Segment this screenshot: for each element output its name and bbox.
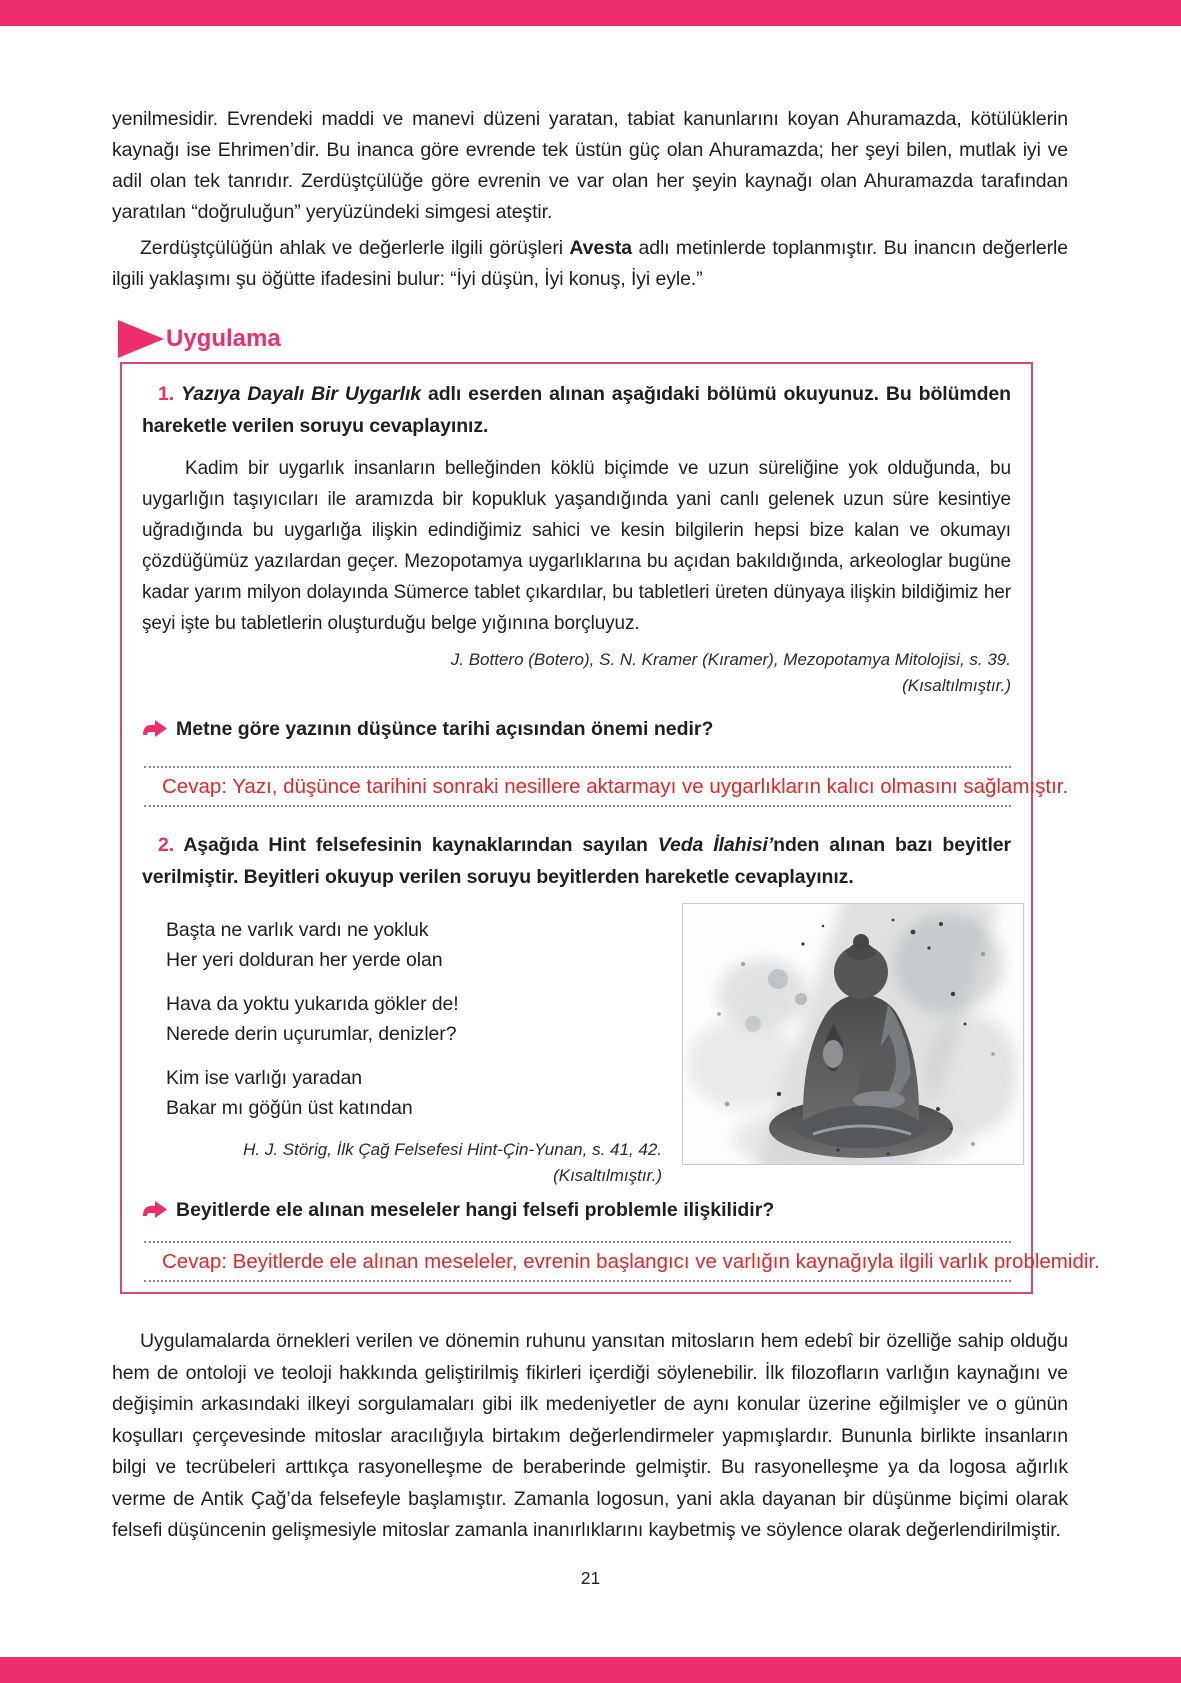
- buddha-image: [682, 903, 1024, 1165]
- citation-line: (Kısaltılmıştır.): [553, 1166, 662, 1185]
- paragraph-text: adlı metinlerde toplanmıştır. Bu inancın değerlerle ilgili yaklaşımı şu öğütte ifadesini bulur: “İyi düşün, İyi konuş, İyi eyle.”: [112, 237, 1068, 290]
- bottom-color-band: [0, 1657, 1181, 1683]
- exercise2-heading-text: nden alınan bazı beyitler verilmiştir. Beyitleri okuyup verilen soruyu beyitlerden hareketle cevaplayınız.: [142, 834, 1011, 888]
- figure-column: [682, 903, 1024, 1189]
- exercise2-number: 2.: [158, 834, 175, 856]
- exercise1-answer-text: Cevap: Yazı, düşünce tarihini sonraki nesillere aktarmayı ve uygarlıkların kalıcı olmasını sağlamıştır.: [162, 775, 1069, 798]
- exercise1-heading: [142, 378, 1011, 442]
- verse-line: Hava da yoktu yukarıda gökler de!: [166, 993, 459, 1015]
- verses-and-image-row: [142, 903, 1011, 1189]
- uygulama-title: Uygulama: [166, 325, 281, 352]
- triangle-arrow-icon: [118, 320, 164, 358]
- question-text: Metne göre yazının düşünce tarihi açısından önemi nedir?: [176, 718, 714, 740]
- exercise1-question: [142, 714, 1011, 744]
- citation-line: (Kısaltılmıştır.): [902, 676, 1011, 695]
- stanza: [166, 989, 662, 1049]
- exercise1-work-title: Yazıya Dayalı Bir Uygarlık: [181, 383, 422, 405]
- exercise1-heading-text: adlı eserden alınan aşağıdaki bölümü okuyunuz. Bu bölümden hareketle verilen soruyu cevaplayınız.: [142, 383, 1011, 437]
- exercise1-answer-area: [144, 766, 1069, 807]
- top-color-band: [0, 0, 1181, 26]
- exercise2-question: [142, 1195, 1011, 1225]
- uygulama-header: [118, 319, 1068, 359]
- exercise-box: [120, 362, 1100, 1294]
- exercise2-answer-text: Cevap: Beyitlerde ele alınan meseleler, evrenin başlangıcı ve varlığın kaynağıyla ilgili varlık problemidir.: [162, 1250, 1100, 1273]
- paragraph-text: Zerdüştçülüğün ahlak ve değerlerle ilgili görüşleri: [140, 237, 570, 259]
- exercise2-heading: [142, 829, 1011, 893]
- verses-column: [142, 903, 662, 1189]
- page-content: [112, 104, 1100, 1547]
- citation-line: J. Bottero (Botero), S. N. Kramer (Kıramer), Mezopotamya Mitolojisi, s. 39.: [450, 650, 1011, 669]
- verse-line: Bakar mı göğün üst katından: [166, 1097, 413, 1119]
- closing-paragraph: Uygulamalarda örnekleri verilen ve dönemin ruhunu yansıtan mitosların hem edebî bir özelliğe sahip olduğu hem de ontoloji ve teoloji hakkında geliştirilmiş fikirleri içerdiği söylenebilir. İlk filozofların varlığın kaynağını ve değişimin arkasındaki ilkeyi sorgulamaları gibi ilk medeniyetler de aynı konular üzerine eğilmişler ve o günün koşulları çerçevesinde mitoslar aracılığıyla birtakım değerlendirmeler yapmışlardır. Bununla birlikte insanların bilgi ve tecrübeleri arttıkça rasyonelleşme de beraberinde gelmiştir. Bu rasyonelleşme ya da logosa ağırlık verme de Antik Çağ’da felsefeyle başlamıştır. Zamanla logosun, yani akla dayanan bir düşünme biçimi olarak felsefi düşüncenin gelişmesiyle mitoslar zamanla inanırlıklarını kaybetmiş ve söylence olarak değerlendirilmiştir.: [112, 1330, 1068, 1541]
- citation-line: H. J. Störig, İlk Çağ Felsefesi Hint-Çin-Yunan, s. 41, 42.: [243, 1140, 662, 1159]
- page-number: 21: [580, 1568, 601, 1588]
- verse-line: Her yeri dolduran her yerde olan: [166, 949, 443, 971]
- verse-line: Kim ise varlığı yaradan: [166, 1067, 363, 1089]
- exercise1-number: 1.: [158, 383, 175, 405]
- question-arrow-icon: [142, 719, 168, 738]
- verse-line: Başta ne varlık vardı ne yokluk: [166, 919, 429, 941]
- intro-paragraph-1: yenilmesidir. Evrendeki maddi ve manevi düzeni yaratan, tabiat kanunlarını koyan Ahuramazda, kötülüklerin kaynağı ise Ehrimen’dir. Bu inanca göre evrende tek üstün güç olan Ahuramazda; her şeyi bilen, mutlak iyi ve adil olan tek tanrıdır. Zerdüştçülüğe göre evrenin ve var olan her şeyin kaynağı olan Ahuramazda tarafından yaratılan “doğruluğun” yeryüzündeki simgesi ateştir.: [112, 108, 1068, 223]
- exercise2-citation: [166, 1137, 662, 1189]
- question-text: Beyitlerde ele alınan meseleler hangi felsefi problemle ilişkilidir?: [176, 1199, 775, 1221]
- exercise2-answer-area: [144, 1241, 1100, 1282]
- stanza: [166, 915, 662, 975]
- exercise1-citation: [142, 647, 1011, 699]
- question-arrow-icon: [142, 1200, 168, 1219]
- bold-term-avesta: Avesta: [569, 237, 633, 259]
- exercise2-heading-text: Aşağıda Hint felsefesinin kaynaklarından sayılan: [183, 834, 658, 856]
- intro-paragraph-2: [112, 233, 1068, 295]
- verse-line: Nerede derin uçurumlar, denizler?: [166, 1023, 457, 1045]
- stanza: [166, 1063, 662, 1123]
- exercise1-passage: Kadim bir uygarlık insanların belleğinden köklü biçimde ve uzun süreliğine yok olduğunda, bu uygarlığın taşıyıcıları ile aramızda bir kopukluk yaşandığında yani canlı gelenek uzun süre kesintiye uğradığında bu uygarlığa ilişkin edindiğimiz sahici ve kesin bilgilerin hepsi bize kalan ve okumayı çözdüğümüz yazılardan geçer. Mezopotamya uygarlıklarına bu açıdan bakıldığında, arkeologlar bugüne kadar yarım milyon dolayında Sümerce tablet çıkardılar, bu tabletleri üreten dünyaya ilişkin bildiğimiz her şeyi işte bu tabletlerin oluşturduğu belge yığınına borçluyuz.: [142, 458, 1011, 634]
- exercise2-work-title: Veda İlahisi’: [657, 834, 774, 856]
